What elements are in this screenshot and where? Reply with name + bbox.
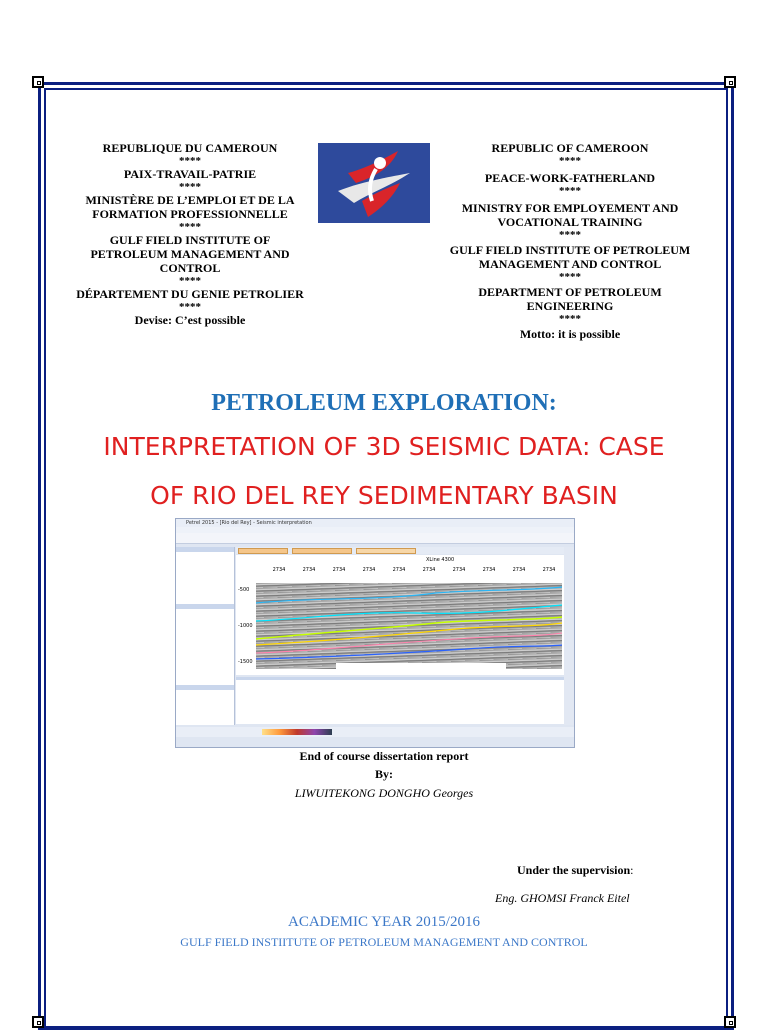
department-en-line1: DEPARTMENT OF PETROLEUM: [478, 285, 662, 299]
author-name: LIWUITEKONG DONGHO Georges: [294, 786, 474, 800]
supervision-colon: :: [630, 863, 634, 877]
screenshot-statusbar: [176, 739, 574, 748]
supervisor-name: Eng. GHOMSI Franck Eitel: [495, 891, 630, 905]
ministry-en-line1: MINISTRY FOR EMPLOYEMENT AND: [461, 201, 679, 215]
screenshot-tabs: [236, 547, 575, 554]
tick-label: 2734: [332, 567, 346, 573]
by-label: By:: [375, 767, 393, 781]
header-right-english: [440, 141, 700, 341]
institute-fr-line1: GULF FIELD INSTITUTE OF: [109, 233, 271, 247]
screenshot-right-toolbar: [564, 547, 574, 725]
tick-label: 2734: [452, 567, 466, 573]
institute-fr-line3: CONTROL: [159, 261, 221, 275]
seismic-amplitude-image: [256, 583, 562, 669]
screenshot-titlebar: [176, 519, 574, 527]
seismic-horizons: [256, 583, 562, 669]
tick-label: 2734: [302, 567, 316, 573]
header-left-french: [70, 141, 310, 327]
tick-label: 2734: [482, 567, 496, 573]
school-motto-fr: Devise: C’est possible: [134, 313, 246, 327]
screenshot-input-panel: [176, 547, 235, 725]
tick-label: 2734: [422, 567, 436, 573]
tick-label: 2734: [362, 567, 376, 573]
tick-label: 2734: [272, 567, 286, 573]
seismic-software-screenshot: [175, 518, 575, 748]
separator-stars: ****: [559, 229, 581, 241]
inline-tick-row: [270, 567, 560, 581]
school-motto-en: Motto: it is possible: [519, 327, 621, 341]
institute-en-line1: GULF FIELD INSTITUTE OF PETROLEUM: [449, 243, 691, 257]
academic-year: ACADEMIC YEAR 2015/2016: [288, 914, 480, 930]
amplitude-colorbar: [262, 729, 332, 735]
separator-stars: ****: [179, 275, 201, 287]
ministry-en-line2: VOCATIONAL TRAINING: [497, 215, 643, 229]
report-type: End of course dissertation report: [299, 749, 469, 763]
main-title: PETROLEUM EXPLORATION:: [211, 390, 557, 416]
tick-label: 2734: [542, 567, 556, 573]
separator-stars: ****: [179, 155, 201, 167]
supervision-label: Under the supervision: [517, 863, 631, 877]
country-name-fr: REPUBLIQUE DU CAMEROUN: [102, 141, 278, 155]
supervision-label-wrap: [517, 863, 633, 878]
national-motto-en: PEACE-WORK-FATHERLAND: [484, 171, 656, 185]
institute-fr-line2: PETROLEUM MANAGEMENT AND: [90, 247, 290, 261]
ministry-fr-line1: MINISTÈRE DE L’EMPLOI ET DE LA: [85, 193, 295, 207]
separator-stars: ****: [559, 155, 581, 167]
department-fr: DÉPARTEMENT DU GENIE PETROLIER: [76, 287, 304, 301]
separator-stars: ****: [179, 301, 201, 313]
border-corner-bottom-right: [724, 1016, 736, 1028]
separator-stars: ****: [179, 221, 201, 233]
separator-stars: ****: [559, 313, 581, 325]
seismic-section-view: [236, 555, 564, 675]
border-corner-top-left: [32, 76, 44, 88]
xline-label: XLine 4300: [426, 557, 455, 563]
national-motto-fr: PAIX-TRAVAIL-PATRIE: [123, 167, 257, 181]
depth-label: -1000: [238, 623, 253, 629]
institute-en-line2: MANAGEMENT AND CONTROL: [478, 257, 662, 271]
depth-label: -500: [238, 587, 250, 593]
institute-footer: GULF FIELD INSTIITUTE OF PETROLEUM MANAGEMENT AND CONTROL: [180, 935, 588, 949]
subtitle-line1: INTERPRETATION OF 3D SEISMIC DATA: CASE: [103, 432, 665, 461]
separator-stars: ****: [559, 185, 581, 197]
logo-graphic: [318, 143, 430, 223]
subtitle-line2: OF RIO DEL REY SEDIMENTARY BASIN: [150, 481, 618, 510]
screenshot-bottom-toolbar: [176, 727, 574, 737]
tick-label: 2734: [512, 567, 526, 573]
department-en-line2: ENGINEERING: [526, 299, 614, 313]
message-log-panel: [236, 677, 564, 724]
depth-label: -1500: [238, 659, 253, 665]
country-name-en: REPUBLIC OF CAMEROON: [491, 141, 649, 155]
separator-stars: ****: [559, 271, 581, 283]
screenshot-toolbar: [176, 533, 574, 544]
institute-logo: [318, 143, 430, 223]
border-corner-bottom-left: [32, 1016, 44, 1028]
ministry-fr-line2: FORMATION PROFESSIONNELLE: [92, 207, 288, 221]
border-corner-top-right: [724, 76, 736, 88]
screenshot-window-title: Petrel 2015 - [Rio del Rey] - Seismic interpretation: [186, 520, 312, 526]
separator-stars: ****: [179, 181, 201, 193]
tick-label: 2734: [392, 567, 406, 573]
